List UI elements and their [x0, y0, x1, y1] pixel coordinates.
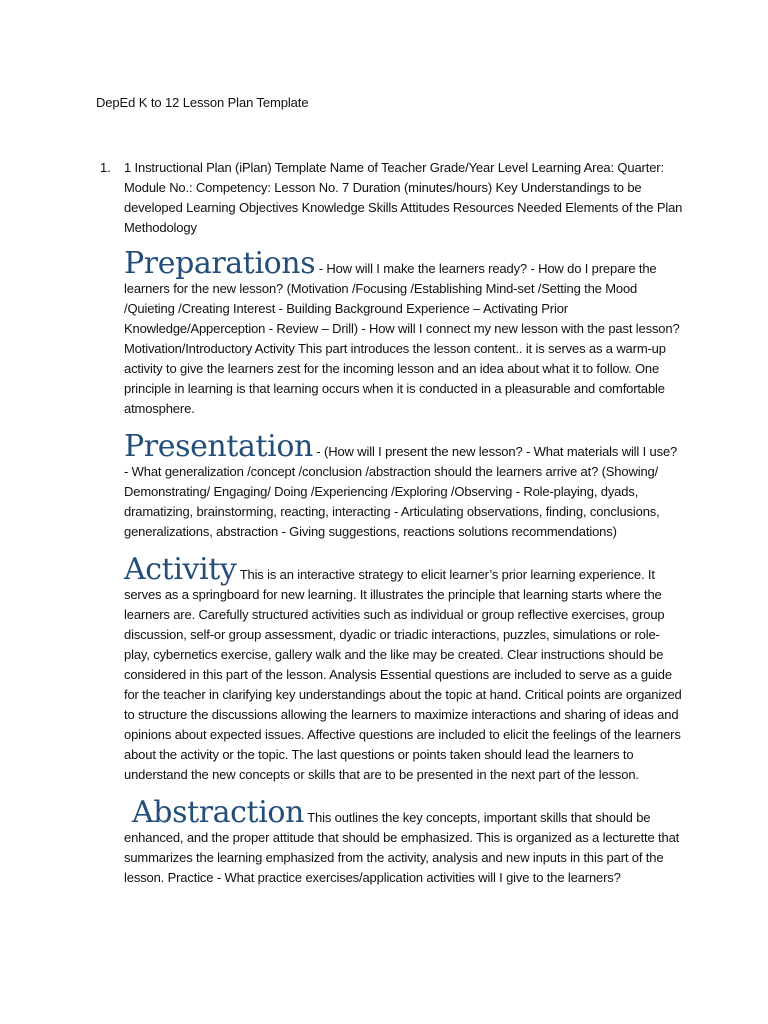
section-presentation — [124, 429, 684, 542]
document-title: DepEd K to 12 Lesson Plan Template — [96, 95, 309, 110]
heading-activity: Activity — [124, 552, 237, 587]
heading-abstraction: Abstraction — [132, 795, 304, 830]
preparations-text: - How will I make the learners ready? - How do I prepare the learners for the new lesson? (Motivation /Focusing /Establishing Mind-set /Setting the Mood /Quieting /Creating Interest - Building Background Experience – Activating Prior Knowledge/Apperception - Review – Drill) - How will I connect my new lesson with the past lesson? Motivation/Introductory Activity This part introduces the lesson content.. it is serves as a warm-up activity to give the learners zest for the incoming lesson and an idea about what it to follow. One principle in learning is that learning occurs when it is conducted in a pleasurable and comfortable atmosphere. — [124, 261, 680, 416]
section-abstraction — [124, 795, 684, 888]
heading-preparations: Preparations — [124, 246, 316, 281]
list-number: 1. — [100, 160, 111, 175]
presentation-text: - (How will I present the new lesson? - What materials will I use? - What generalization /concept /conclusion /abstraction should the learners arrive at? (Showing/ Demonstrating/ Engaging/ Doing /Experiencing /Exploring /Observing - Role-playing, dyads, dramatizing, brainstorming, reacting, interacting - Articulating observations, finding, conclusions, generalizations, abstraction - Giving suggestions, reactions solutions recommendations) — [124, 444, 678, 539]
document-body — [124, 158, 684, 888]
activity-text: This is an interactive strategy to elicit learner’s prior learning experience. It serves as a springboard for new learning. It illustrates the principle that learning starts where the learners are. Carefully structured activities such as individual or group reflective exercises, group discussion, self-or group assessment, dyadic or triadic interactions, puzzles, simulations or role-play, cybernetics exercise, gallery walk and the like may be created. Clear instructions should be considered in this part of the lesson. Analysis Essential questions are included to serve as a guide for the teacher in clarifying key understandings about the topic at hand. Critical points are organized to structure the discussions allowing the learners to maximize interactions and sharing of ideas and opinions about expected issues. Affective questions are included to elicit the feelings of the learners about the activity or the topic. The last questions or points taken should lead the learners to understand the new concepts or skills that are to be presented in the next part of the lesson. — [124, 567, 682, 782]
section-preparations — [124, 246, 684, 419]
abstraction-text: This outlines the key concepts, important skills that should be enhanced, and the proper attitude that should be emphasized. This is organized as a lecturette that summarizes the learning emphasized from the activity, analysis and new inputs in this part of the lesson. Practice - What practice exercises/application activities will I give to the learners? — [124, 810, 680, 885]
heading-presentation: Presentation — [124, 429, 313, 464]
section-activity — [124, 552, 684, 785]
intro-paragraph: 1 Instructional Plan (iPlan) Template Name of Teacher Grade/Year Level Learning Area: Quarter: Module No.: Competency: Lesson No. 7 Duration (minutes/hours) Key Understandings to be developed Learning Objectives Knowledge Skills Attitudes Resources Needed Elements of the Plan Methodology — [124, 160, 683, 235]
